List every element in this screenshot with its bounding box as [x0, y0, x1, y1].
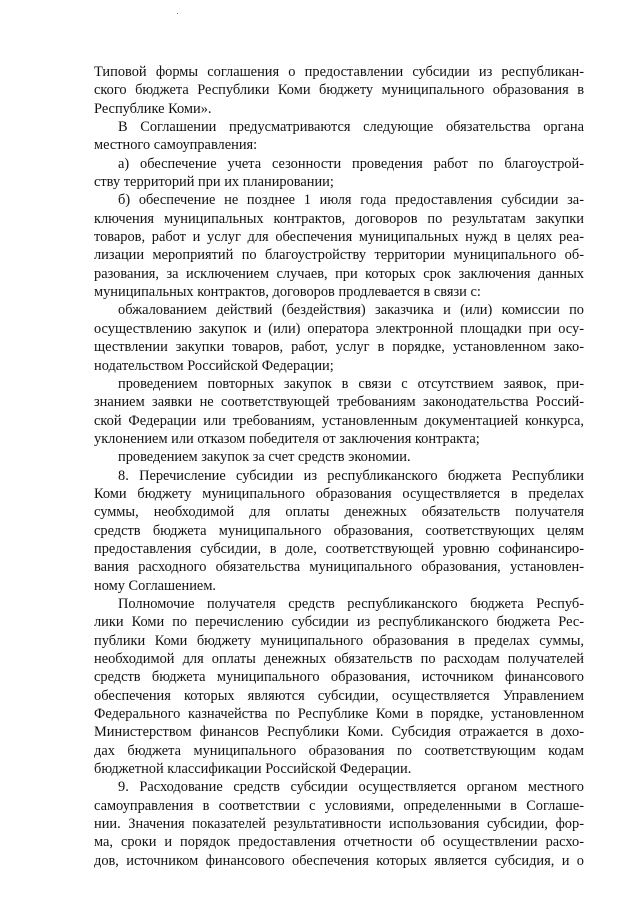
scan-speck — [177, 13, 178, 14]
paragraph-first-line: обжалованием действий (бездействия) заказчика и (или) комиссии по — [118, 302, 584, 319]
text-line: Коми бюджету муниципального образования осуществляется в пределах — [94, 485, 584, 502]
text-line: дах бюджета муниципального образования по соответствующим кодам — [94, 742, 584, 759]
text-line: обеспечения которых являются субсидии, осуществляется Управлением — [94, 687, 584, 704]
text-line: ществлении закупки товаров, работ, услуг в порядке, установленном зако- — [94, 339, 584, 356]
text-line: нодательством Российской Федерации; — [94, 357, 334, 374]
text-line: Федерального казначейства по Республике Коми в порядке, установленном — [94, 706, 584, 723]
text-line: знанием заявки не соответствующей требованиям законодательства Россий- — [94, 394, 584, 411]
text-line: осуществлению закупок и (или) оператора электронной площадки при осу- — [94, 320, 584, 337]
text-line: необходимой для оплаты денежных обязательств по расходам получателей — [94, 651, 584, 667]
text-line: ской Федерации или требованиям, установленным документацией конкурса, — [94, 412, 584, 429]
text-line: предоставления субсидии, в доле, соответствующей уровню софинансиро- — [94, 540, 584, 557]
text-line: суммы, необходимой для оплаты денежных обязательств получателя — [94, 504, 584, 521]
text-line: вания расходного обязательства муниципального образования, установлен- — [94, 559, 584, 576]
paragraph-first-line: проведением повторных закупок в связи с отсутствием заявок, при- — [118, 375, 584, 392]
text-line: муниципальных контрактов, договоров продлевается в связи с: — [94, 284, 481, 301]
text-line: нии. Значения показателей результативности использования субсидии, фор- — [94, 816, 584, 833]
text-line: публики Коми бюджету муниципального образования в пределах суммы, — [94, 632, 584, 649]
text-line: уклонением или отказом победителя от заключения контракта; — [94, 430, 480, 447]
paragraph-first-line: В Соглашении предусматриваются следующие обязательства органа — [118, 119, 584, 136]
text-line: местного самоуправления: — [94, 137, 258, 154]
text-line: ному Соглашением. — [94, 577, 217, 594]
text-line: разования, за исключением случаев, при которых срок заключения данных — [94, 265, 584, 282]
text-line: ма, сроки и порядок предоставления отчетности об осуществлении расхо- — [94, 834, 584, 851]
text-line: лики Коми по перечислению субсидии из республиканского бюджета Рес- — [94, 614, 584, 631]
text-line: ству территорий при их планировании; — [94, 174, 334, 191]
text-line: ключения муниципальных контрактов, договоров по результатам закупки — [94, 210, 584, 227]
paragraph-first-line: проведением закупок за счет средств экономии. — [118, 449, 411, 466]
text-line: Министерством финансов Республики Коми. Субсидия отражается в дохо- — [94, 724, 584, 741]
text-line: Республике Коми». — [94, 100, 212, 117]
text-line: средств бюджета муниципального образования, источником финансового — [94, 669, 584, 686]
text-line: средств бюджета муниципального образования, соответствующих целям — [94, 522, 584, 539]
text-line: бюджетной классификации Российской Федерации. — [94, 761, 412, 778]
paragraph-first-line: Полномочие получателя средств республиканского бюджета Респуб- — [118, 595, 584, 612]
text-line: ского бюджета Республики Коми бюджету муниципального образования в — [94, 82, 584, 99]
document-body — [94, 63, 584, 870]
text-line: дов, источником финансового обеспечения которых является субсидия, и о — [94, 852, 584, 869]
paragraph-first-line: б) обеспечение не позднее 1 июля года предоставления субсидии за- — [118, 192, 584, 209]
paragraph-first-line: 8. Перечисление субсидии из республиканского бюджета Республики — [118, 467, 584, 484]
text-line: товаров, работ и услуг для обеспечения муниципальных нужд в целях реа- — [94, 229, 584, 246]
paragraph-first-line: 9. Расходование средств субсидии осуществляется органом местного — [118, 779, 584, 796]
text-line: лизации мероприятий по благоустройству территории муниципального об- — [94, 247, 584, 264]
text-line: Типовой формы соглашения о предоставлении субсидии из республикан- — [94, 64, 584, 80]
text-line: самоуправления в соответствии с условиями, определенными в Соглаше- — [94, 797, 584, 814]
paragraph-first-line: а) обеспечение учета сезонности проведения работ по благоустрой- — [118, 155, 584, 172]
